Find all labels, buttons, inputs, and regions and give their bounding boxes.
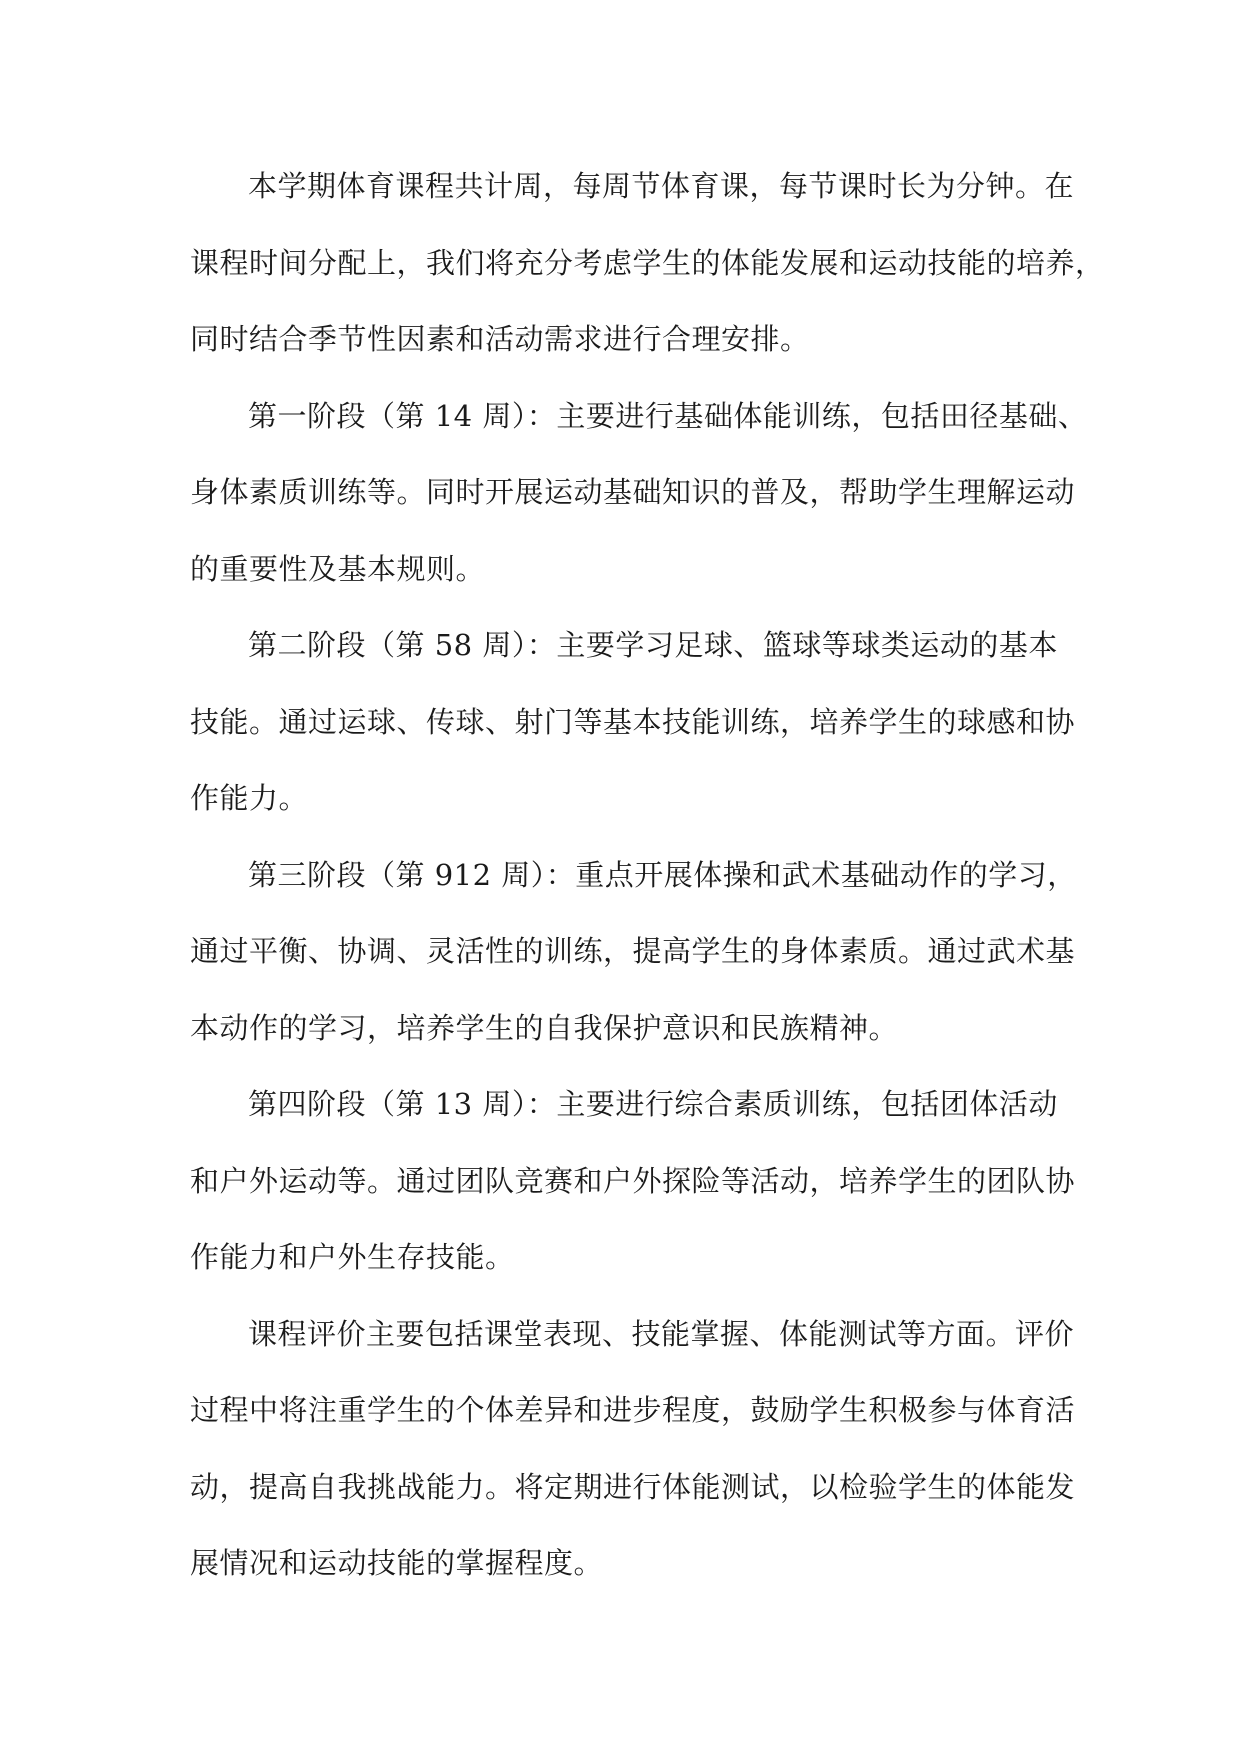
text-line: 课程时间分配上，我们将充分考虑学生的体能发展和运动技能的培养， bbox=[190, 245, 1105, 280]
text-line: 作能力。 bbox=[190, 781, 309, 815]
text-line: 过程中将注重学生的个体差异和进步程度，鼓励学生积极参与体育活 bbox=[190, 1393, 1076, 1427]
text-line: 通过平衡、协调、灵活性的训练，提高学生的身体素质。通过武术基 bbox=[190, 934, 1076, 968]
paragraph-stage-one bbox=[190, 378, 1088, 608]
paragraph-stage-two bbox=[190, 607, 1076, 837]
text-line: 第二阶段（第 58 周）：主要学习足球、篮球等球类运动的基本 bbox=[248, 628, 1058, 662]
text-line: 身体素质训练等。同时开展运动基础知识的普及，帮助学生理解运动 bbox=[190, 475, 1076, 509]
text-line: 和户外运动等。通过团队竞赛和户外探险等活动，培养学生的团队协 bbox=[190, 1163, 1076, 1198]
text-line: 同时结合季节性因素和活动需求进行合理安排。 bbox=[190, 322, 810, 356]
text-line: 的重要性及基本规则。 bbox=[190, 551, 486, 586]
text-line: 展情况和运动技能的掌握程度。 bbox=[190, 1546, 604, 1580]
text-line: 作能力和户外生存技能。 bbox=[190, 1240, 515, 1274]
text-line: 第三阶段（第 912 周）：重点开展体操和武术基础动作的学习， bbox=[248, 857, 1077, 892]
text-line: 动，提高自我挑战能力。将定期进行体能测试，以检验学生的体能发 bbox=[190, 1469, 1076, 1504]
text-line: 本学期体育课程共计周，每周节体育课，每节课时长为分钟。在 bbox=[248, 169, 1075, 203]
paragraph-stage-four bbox=[190, 1066, 1076, 1296]
text-line: 本动作的学习，培养学生的自我保护意识和民族精神。 bbox=[190, 1010, 899, 1045]
paragraph-evaluation bbox=[190, 1296, 1076, 1602]
document-body bbox=[190, 148, 1105, 1602]
text-line: 第一阶段（第 14 周）：主要进行基础体能训练，包括田径基础、 bbox=[248, 398, 1088, 433]
text-line: 第四阶段（第 13 周）：主要进行综合素质训练，包括团体活动 bbox=[248, 1087, 1058, 1121]
paragraph-schedule-overview bbox=[190, 148, 1105, 378]
text-line: 技能。通过运球、传球、射门等基本技能训练，培养学生的球感和协 bbox=[190, 704, 1076, 739]
paragraph-stage-three bbox=[190, 837, 1077, 1067]
text-line: 课程评价主要包括课堂表现、技能掌握、体能测试等方面。评价 bbox=[248, 1316, 1075, 1351]
